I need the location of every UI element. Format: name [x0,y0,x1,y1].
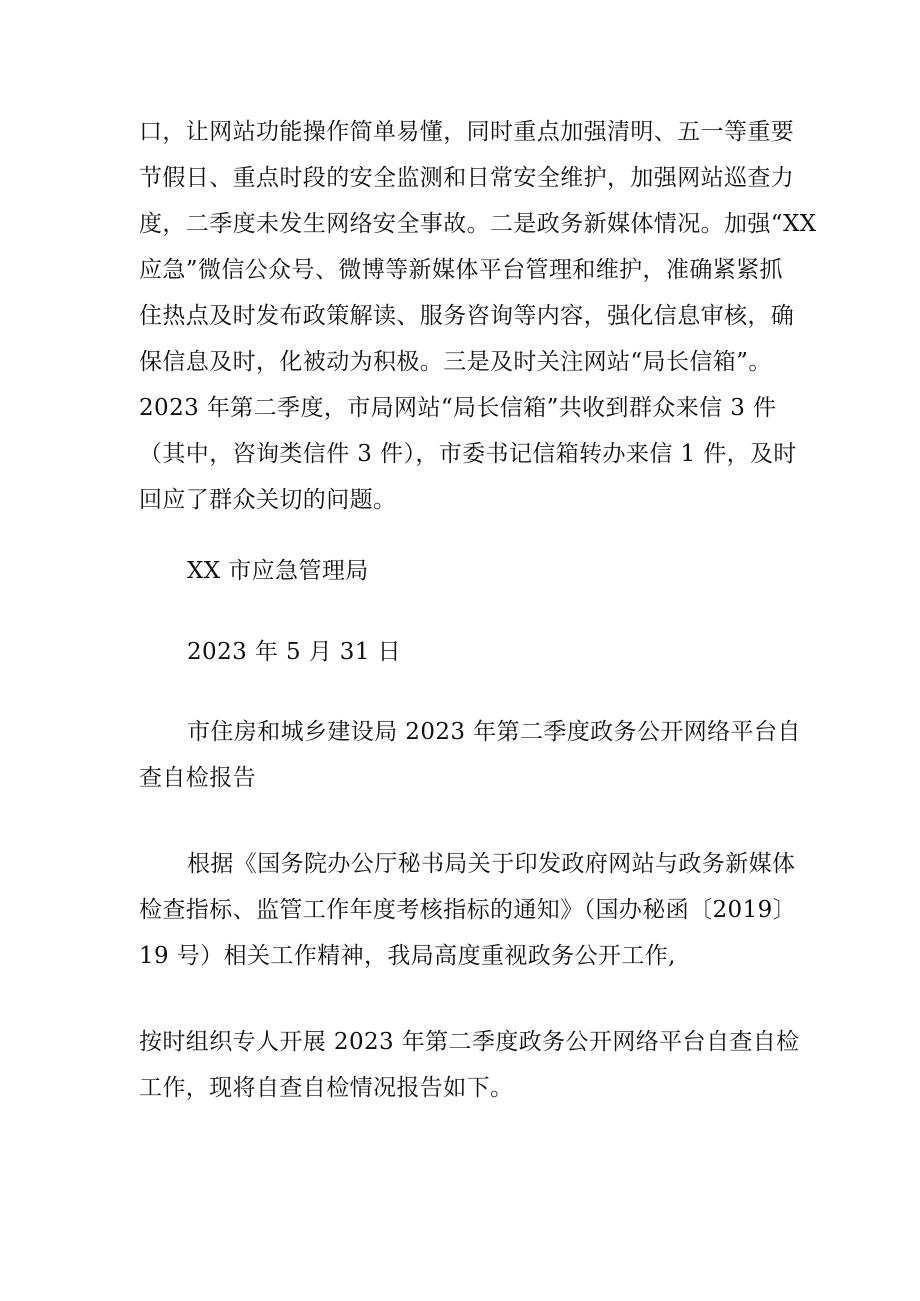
signature-organization: XX 市应急管理局 [187,558,369,584]
body-text-line: （其中，咨询类信件 3 件），市委书记信箱转办来信 1 件，及时 [139,441,797,467]
body-text-line: 度，二季度未发生网络安全事故。二是政务新媒体情况。加强“XX [139,211,817,237]
body-text-line: 保信息及时，化被动为积极。三是及时关注网站“局长信箱”。 [139,349,772,375]
body-text-line: 2023 年第二季度，市局网站“局长信箱”共收到群众来信 3 件 [139,395,777,421]
report-title: 市住房和城乡建设局 2023 年第二季度政务公开网络平台自 [187,719,801,745]
body-text-line: 口，让网站功能操作简单易懂，同时重点加强清明、五一等重要 [139,119,795,145]
body-text-line: 19 号）相关工作精神，我局高度重视政务公开工作, [139,943,676,969]
body-text-line: 住热点及时发布政策解读、服务咨询等内容，强化信息审核，确 [139,303,795,329]
body-text-line: 根据《国务院办公厅秘书局关于印发政府网站与政务新媒体 [187,851,796,877]
body-text-line: 工作，现将自查自检情况报告如下。 [139,1075,514,1101]
signature-date: 2023 年 5 月 31 日 [187,639,401,665]
report-title-continued: 查自检报告 [139,765,256,791]
body-text-line: 应急”微信公众号、微博等新媒体平台管理和维护，准确紧紧抓 [139,257,783,283]
body-text-line: 按时组织专人开展 2023 年第二季度政务公开网络平台自查自检 [139,1029,800,1055]
body-text-line: 回应了群众关切的问题。 [139,487,397,513]
body-text-line: 节假日、重点时段的安全监测和日常安全维护，加强网站巡查力 [139,165,795,191]
body-text-line: 检查指标、监管工作年度考核指标的通知》（国办秘函〔2019〕 [139,897,797,923]
